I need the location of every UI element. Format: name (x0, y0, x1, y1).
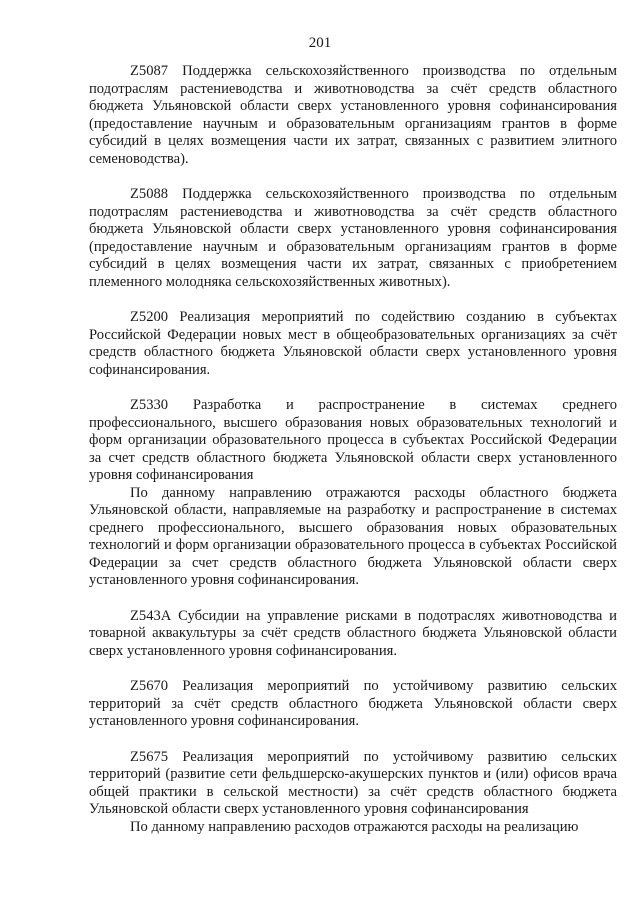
paragraph: По данному направлению расходов отражаются расходы на реализацию (130, 818, 579, 835)
paragraph: Z5087 Поддержка сельскохозяйственного производства по отдельным подотраслям растениеводства и животноводства за счёт средств областного бюджета Ульяновской области сверх установленного уровня софинансирования (предоставление научным и образовательным организациям грантов в форме субсидий в целях возмещения части их затрат, связанных с развитием элитного семеноводства). (89, 63, 617, 167)
section-z5088 (89, 186, 617, 291)
section-z5087 (89, 63, 617, 168)
paragraph: Z5088 Поддержка сельскохозяйственного производства по отдельным подотраслям растениеводства и животноводства за счёт средств областного бюджета Ульяновской области сверх установленного уровня софинансирования (предоставление научным и образовательным организациям грантов в форме субсидий в целях возмещения части их затрат, связанных с приобретением племенного молодняка сельскохозяйственных животных). (89, 186, 617, 290)
section-gap (89, 731, 617, 749)
section-z5330 (89, 397, 617, 590)
paragraph: Z5200 Реализация мероприятий по содействию созданию в субъектах Российской Федерации новых мест в общеобразовательных организациях за счёт средств областного бюджета Ульяновской области сверх установленного уровня софинансирования. (89, 309, 617, 378)
paragraph: По данному направлению отражаются расходы областного бюджета Ульяновской области, направляемые на разработку и распространение в системах среднего профессионального, высшего образования новых образовательных технологий и форм организации образовательного процесса в субъектах Российской Федерации за счет средств областного бюджета Ульяновской области сверх установленного уровня софинансирования. (89, 484, 617, 588)
paragraph: Z5670 Реализация мероприятий по устойчивому развитию сельских территорий за счёт средств областного бюджета Ульяновской области сверх установленного уровня софинансирования. (89, 678, 617, 729)
section-z5200 (89, 309, 617, 379)
document-body (89, 63, 617, 836)
section-z5675 (89, 749, 617, 837)
section-gap (89, 168, 617, 186)
section-z543a (89, 608, 617, 661)
section-z5670 (89, 678, 617, 731)
paragraph: Z5330 Разработка и распространение в системах среднего профессионального, высшего образования новых образовательных технологий и форм организации образовательного процесса в субъектах Российской Федерации за счет средств областного бюджета Ульяновской области сверх установленного уровня софинансирования (89, 397, 617, 483)
paragraph: Z543А Субсидии на управление рисками в подотраслях животноводства и товарной аквакультуры за счёт средств областного бюджета Ульяновской области сверх установленного уровня софинансирования. (89, 607, 617, 659)
paragraph: Z5675 Реализация мероприятий по устойчивому развитию сельских территорий (развитие сети фельдшерско-акушерских пунктов и (или) офисов врача общей практики в сельской местности) за счёт средств областного бюджета Ульяновской области сверх установленного уровня софинансирования (89, 748, 617, 817)
page-number: 201 (308, 35, 332, 51)
section-gap (89, 379, 617, 397)
section-gap (89, 590, 617, 608)
section-gap (89, 291, 617, 309)
section-gap (89, 660, 617, 678)
